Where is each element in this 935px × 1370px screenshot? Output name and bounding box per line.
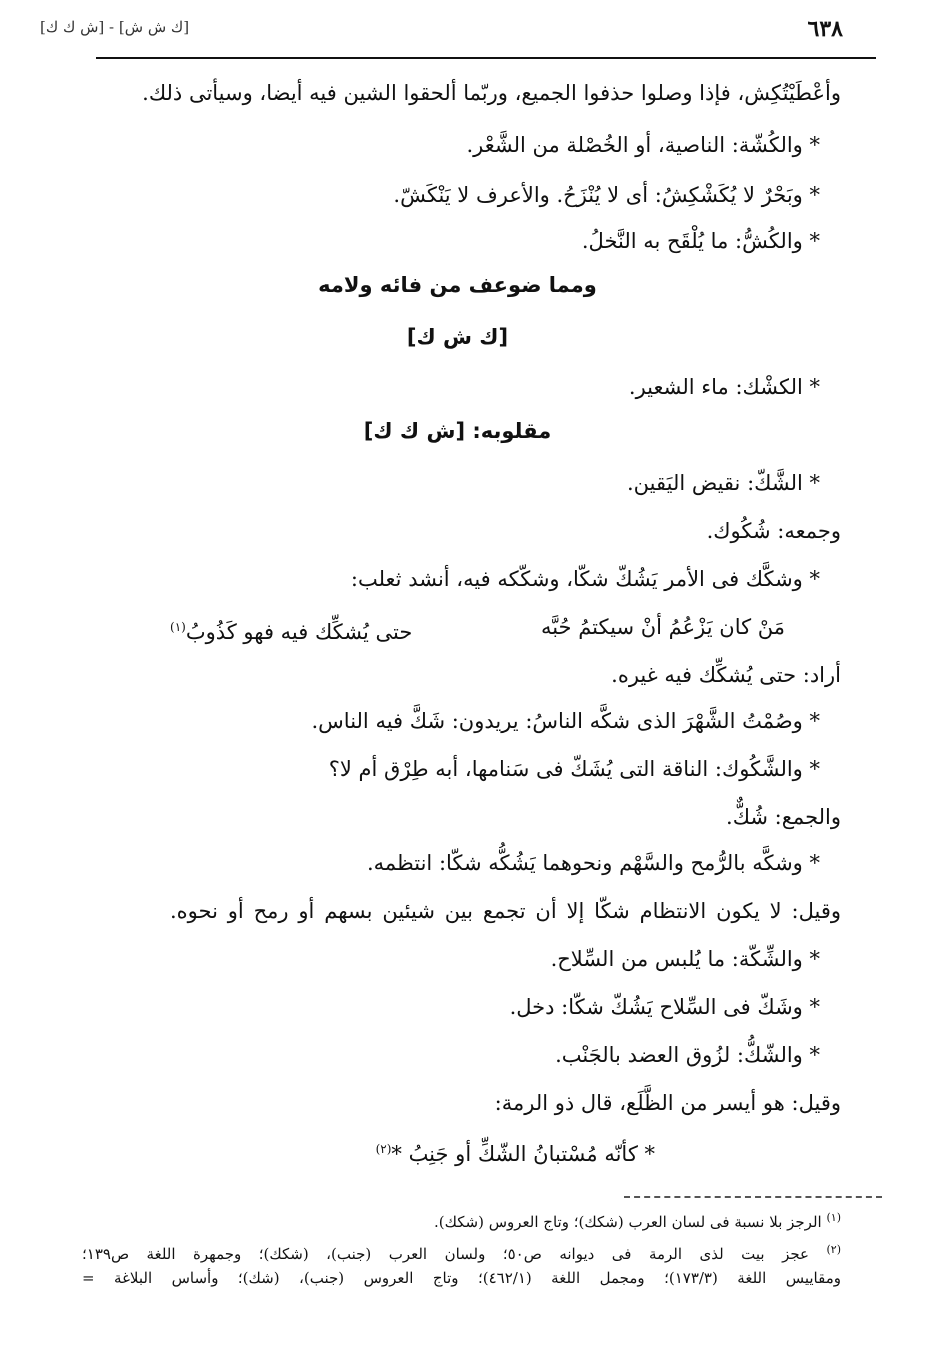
entry-shakkaka: * وشكَّك فى الأمر يَشُكّ شكّا، وشكّكه فيه، أنشد ثعلب: (350, 567, 820, 591)
text-qila-1: وقيل: لا يكون الانتظام شكّا إلا أن تجمع بين شيئين بسهم أو رمح أو نحوه. (170, 899, 841, 923)
header-rule (96, 57, 876, 59)
footnote-1-text: الرجز بلا نسبة فى لسان العرب (شكك)؛ وتاج العروس (شكك). (433, 1213, 822, 1231)
footnote-1 (434, 1206, 841, 1234)
entry-kishk: * الكشْك: ماء الشعير. (628, 375, 820, 399)
entry-kushsha: * والكُشّة: الناصية، أو الخُصْلة من الشَّعْر. (466, 133, 820, 157)
root-heading-skk: مقلوبه: [ش ك ك] (363, 419, 552, 443)
poetry-verse-2 (376, 1134, 655, 1169)
entry-shakka-silah: * وشَكّ فى السِّلاح يَشُكّ شكّا: دخل. (509, 995, 820, 1019)
entry-shakkahu: * وشكَّه بالرُّمح والسَّهْم ونحوهما يَشُكُّه شكّا: انتظمه. (366, 851, 820, 875)
footnote-ref-2: (٢) (375, 1142, 392, 1156)
entry-shakk-adud: * والشّكُّ: لزُوق العضد بالجَنْب. (555, 1043, 820, 1067)
footnote-2-line-1 (82, 1238, 841, 1266)
running-header: [ك ش ش] - [ش ك ك] (40, 18, 190, 36)
text-plural-shukuk: وجمعه: شُكُوك. (706, 519, 841, 543)
entry-kushsh: * والكُشُّ: ما يُلْقَح به النَّخلُ. (581, 229, 820, 253)
text-qila-2: وقيل: هو أيسر من الظَّلَع، قال ذو الرمة: (494, 1091, 841, 1115)
verse-2-text: * كأنّه مُسْتبانُ الشّكِّ أو جَنِبُ * (391, 1142, 655, 1166)
footnote-2-line-2: ومقاييس اللغة (١٧٣/٣)؛ ومجمل اللغة (٤٦٢/١)؛ وتاج العروس (جنب)، (شك)؛ وأساس البلاغة = (82, 1269, 841, 1287)
verse-hemistich-second-text: حتى يُشكِّك فيه فهو كَذُوبُ (185, 620, 413, 644)
verse-hemistich-second (170, 612, 412, 647)
text-line-1: وأعْطَيْتُكِش، فإذا وصلوا حذفوا الجميع، وربّما ألحقوا الشين فيه أيضا، وسيأتى ذلك. (142, 81, 841, 105)
entry-shakuk: * والشَّكُوك: الناقة التى يُشَكّ فى سَنامها، أبه طِرْق أم لا؟ (328, 757, 820, 781)
section-heading-1: ومما ضوعف من فائه ولامه (318, 273, 597, 297)
root-heading-ksk: [ك ش ك] (406, 325, 509, 349)
entry-shikka: * والشِّكّة: ما يُلبس من السِّلاح. (550, 947, 820, 971)
verse-hemistich-first: مَنْ كان يَزْعُمُ أنْ سيكتمُ حُبَّه (540, 615, 785, 639)
page-number: ٦٣٨ (807, 16, 843, 42)
footnote-rule (624, 1196, 882, 1198)
footnote-2-number: (٢) (826, 1243, 841, 1256)
entry-shakk: * الشَّكّ: نقيض اليَقين. (627, 471, 820, 495)
footnote-ref-1: (١) (170, 620, 186, 634)
entry-sumtu: * وصُمْتُ الشَّهْرَ الذى شكَّه الناسُ: يريدون: شَكَّ فيه الناس. (311, 709, 820, 733)
entry-bahr: * وبَحْرٌ لا يُكَشْكِشُ: أى لا يُنْزَحُ. والأعرف لا يَنْكَشّ. (393, 183, 820, 207)
footnote-2-text-1: عجز بيت لذى الرمة فى ديوانه ص٥٠؛ ولسان العرب (جنب)، (شكك)؛ وجمهرة اللغة ص١٣٩؛ (82, 1245, 809, 1263)
text-plural-shukk: والجمع: شُكٌّ. (726, 805, 841, 829)
footnote-1-number: (١) (826, 1211, 841, 1224)
text-arada: أراد: حتى يُشكِّك فيه غيره. (611, 663, 841, 687)
